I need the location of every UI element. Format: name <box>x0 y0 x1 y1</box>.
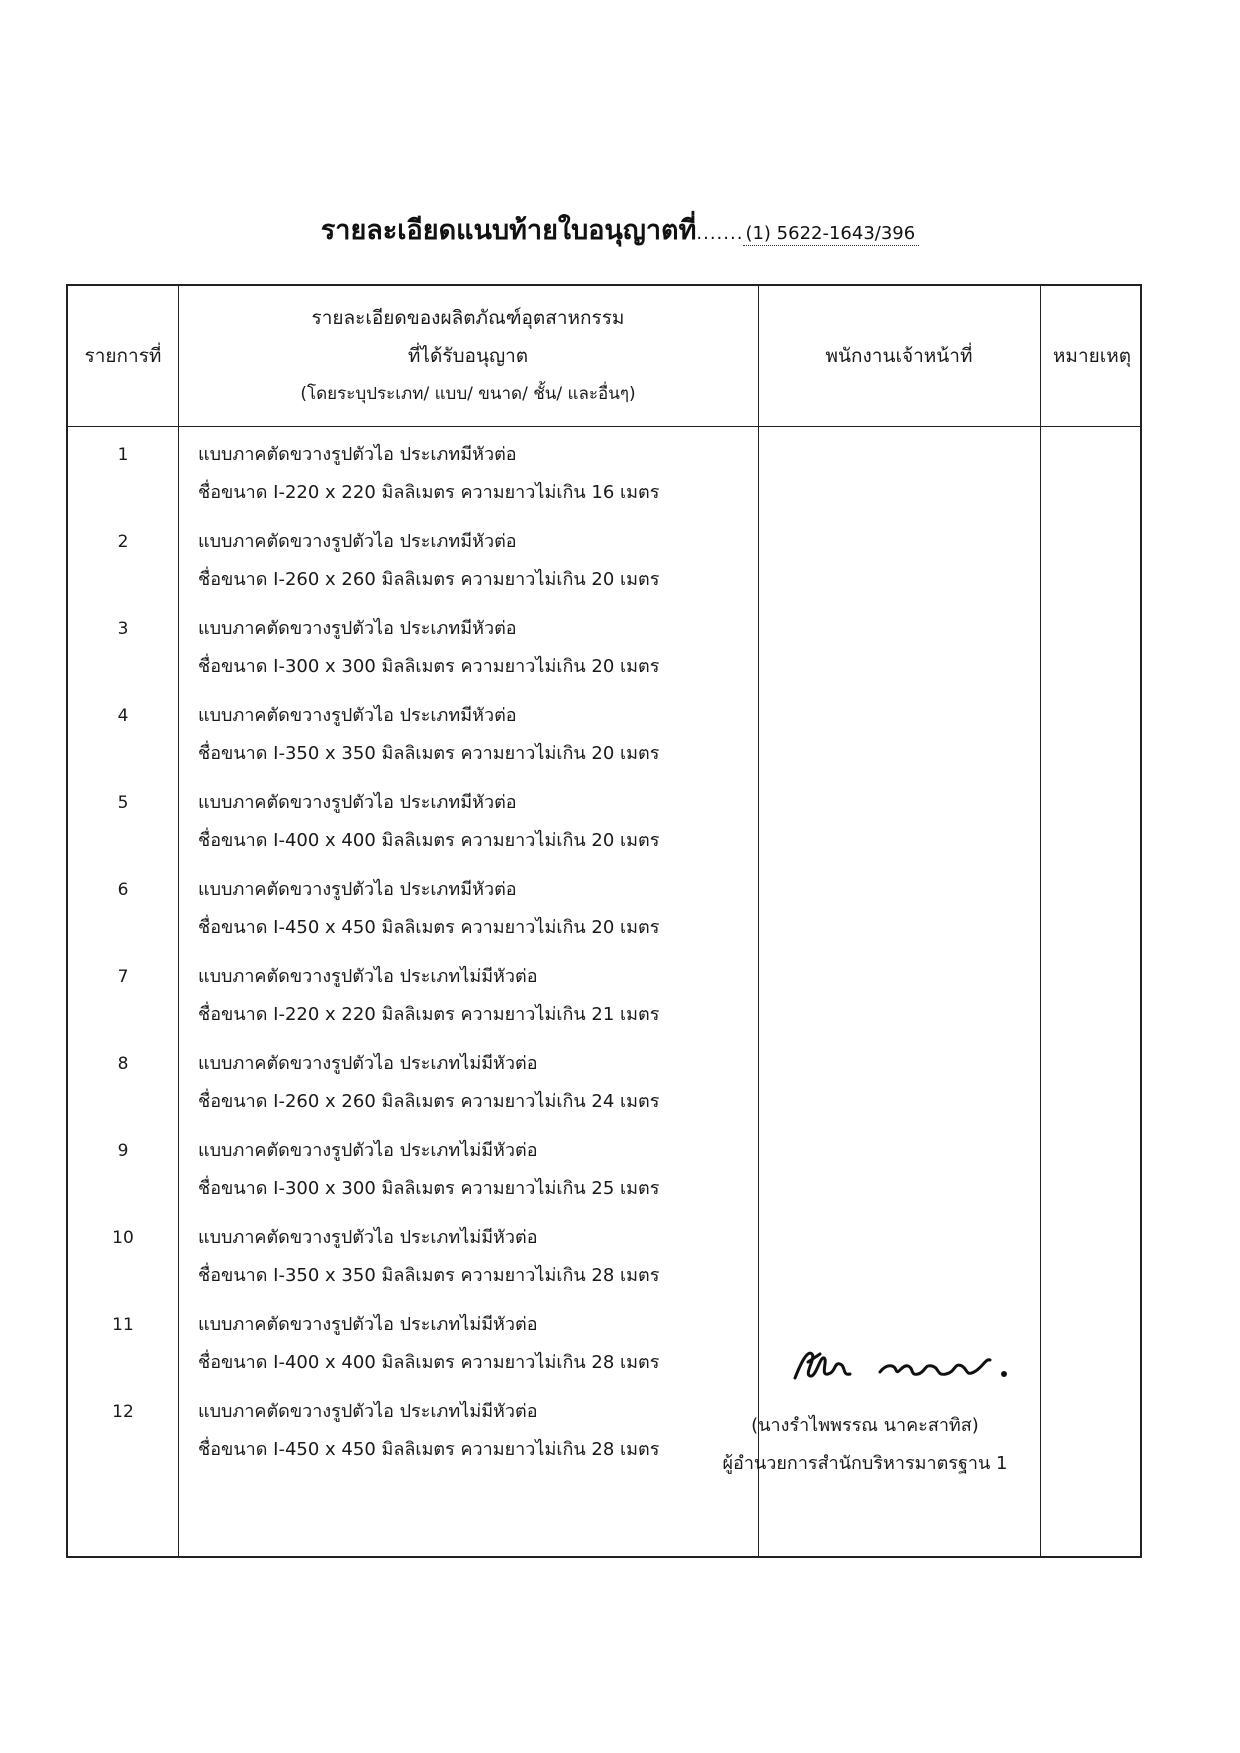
item-size-line: ชื่อขนาด I-350 x 350 มิลลิเมตร ความยาวไม่เกิน 28 เมตร <box>198 1265 660 1286</box>
item-size-line: ชื่อขนาด I-450 x 450 มิลลิเมตร ความยาวไม่เกิน 20 เมตร <box>198 917 660 938</box>
item-size-line: ชื่อขนาด I-220 x 220 มิลลิเมตร ความยาวไม่เกิน 21 เมตร <box>198 1004 660 1025</box>
header-details-line2: ที่ได้รับอนุญาต <box>407 345 529 367</box>
item-type-line: แบบภาคตัดขวางรูปตัวไอ ประเภทไม่มีหัวต่อ <box>198 1053 538 1074</box>
table-row <box>68 523 1144 609</box>
item-number: 4 <box>117 706 129 726</box>
item-number: 1 <box>117 445 129 465</box>
item-number: 3 <box>117 619 129 639</box>
title-dots: ....... <box>696 223 744 244</box>
item-size-line: ชื่อขนาด I-260 x 260 มิลลิเมตร ความยาวไม่เกิน 20 เมตร <box>198 569 660 590</box>
header-remarks-label: หมายเหตุ <box>1052 345 1132 367</box>
header-officer <box>758 286 1040 426</box>
item-type-line: แบบภาคตัดขวางรูปตัวไอ ประเภทมีหัวต่อ <box>198 444 517 465</box>
item-number: 7 <box>117 967 129 987</box>
table-row <box>68 871 1144 957</box>
item-size-line: ชื่อขนาด I-260 x 260 มิลลิเมตร ความยาวไม่เกิน 24 เมตร <box>198 1091 660 1112</box>
item-type-line: แบบภาคตัดขวางรูปตัวไอ ประเภทมีหัวต่อ <box>198 531 517 552</box>
item-type-line: แบบภาคตัดขวางรูปตัวไอ ประเภทมีหัวต่อ <box>198 618 517 639</box>
item-size-line: ชื่อขนาด I-400 x 400 มิลลิเมตร ความยาวไม่เกิน 28 เมตร <box>198 1352 660 1373</box>
permit-number: (1) 5622-1643/396 <box>743 223 919 246</box>
officer-position: ผู้อำนวยการสำนักบริหารมาตรฐาน 1 <box>722 1453 1008 1474</box>
item-size-line: ชื่อขนาด I-220 x 220 มิลลิเมตร ความยาวไม่เกิน 16 เมตร <box>198 482 660 503</box>
table-row <box>68 1045 1144 1131</box>
header-details-line1: รายละเอียดของผลิตภัณฑ์อุตสาหกรรม <box>311 307 625 329</box>
header-details-line3: (โดยระบุประเภท/ แบบ/ ขนาด/ ชั้น/ และอื่นๆ) <box>300 384 636 404</box>
item-number: 11 <box>112 1315 134 1335</box>
item-type-line: แบบภาคตัดขวางรูปตัวไอ ประเภทมีหัวต่อ <box>198 792 517 813</box>
item-size-line: ชื่อขนาด I-450 x 450 มิลลิเมตร ความยาวไม่เกิน 28 เมตร <box>198 1439 660 1460</box>
table-row <box>68 610 1144 696</box>
item-type-line: แบบภาคตัดขวางรูปตัวไอ ประเภทไม่มีหัวต่อ <box>198 1227 538 1248</box>
table-row <box>68 1132 1144 1218</box>
table-row <box>68 697 1144 783</box>
item-number: 2 <box>117 532 129 552</box>
officer-name: (นางรำไพพรรณ นาคะสาทิส) <box>751 1415 979 1436</box>
header-item-no-label: รายการที่ <box>84 345 162 367</box>
header-details <box>178 286 758 426</box>
header-officer-label: พนักงานเจ้าหน้าที่ <box>825 345 973 367</box>
table-row <box>68 784 1144 870</box>
item-number: 10 <box>112 1228 134 1248</box>
header-remarks <box>1040 286 1144 426</box>
item-number: 6 <box>117 880 129 900</box>
item-number: 9 <box>117 1141 129 1161</box>
item-number: 5 <box>117 793 129 813</box>
handwritten-signature-icon <box>790 1340 1050 1390</box>
title-text: รายละเอียดแนบท้ายใบอนุญาตที่ <box>320 215 697 246</box>
item-size-line: ชื่อขนาด I-300 x 300 มิลลิเมตร ความยาวไม่เกิน 20 เมตร <box>198 656 660 677</box>
header-item-no <box>68 286 178 426</box>
item-type-line: แบบภาคตัดขวางรูปตัวไอ ประเภทไม่มีหัวต่อ <box>198 1314 538 1335</box>
table-row <box>68 436 1144 522</box>
item-type-line: แบบภาคตัดขวางรูปตัวไอ ประเภทไม่มีหัวต่อ <box>198 966 538 987</box>
item-number: 12 <box>112 1402 134 1422</box>
item-size-line: ชื่อขนาด I-350 x 350 มิลลิเมตร ความยาวไม่เกิน 20 เมตร <box>198 743 660 764</box>
table-row <box>68 958 1144 1044</box>
item-size-line: ชื่อขนาด I-300 x 300 มิลลิเมตร ความยาวไม่เกิน 25 เมตร <box>198 1178 660 1199</box>
item-number: 8 <box>117 1054 129 1074</box>
document-title <box>0 208 1240 251</box>
item-type-line: แบบภาคตัดขวางรูปตัวไอ ประเภทไม่มีหัวต่อ <box>198 1401 538 1422</box>
item-size-line: ชื่อขนาด I-400 x 400 มิลลิเมตร ความยาวไม่เกิน 20 เมตร <box>198 830 660 851</box>
item-type-line: แบบภาคตัดขวางรูปตัวไอ ประเภทมีหัวต่อ <box>198 705 517 726</box>
item-type-line: แบบภาคตัดขวางรูปตัวไอ ประเภทไม่มีหัวต่อ <box>198 1140 538 1161</box>
header-divider <box>68 426 1140 427</box>
table-row <box>68 1219 1144 1305</box>
item-type-line: แบบภาคตัดขวางรูปตัวไอ ประเภทมีหัวต่อ <box>198 879 517 900</box>
